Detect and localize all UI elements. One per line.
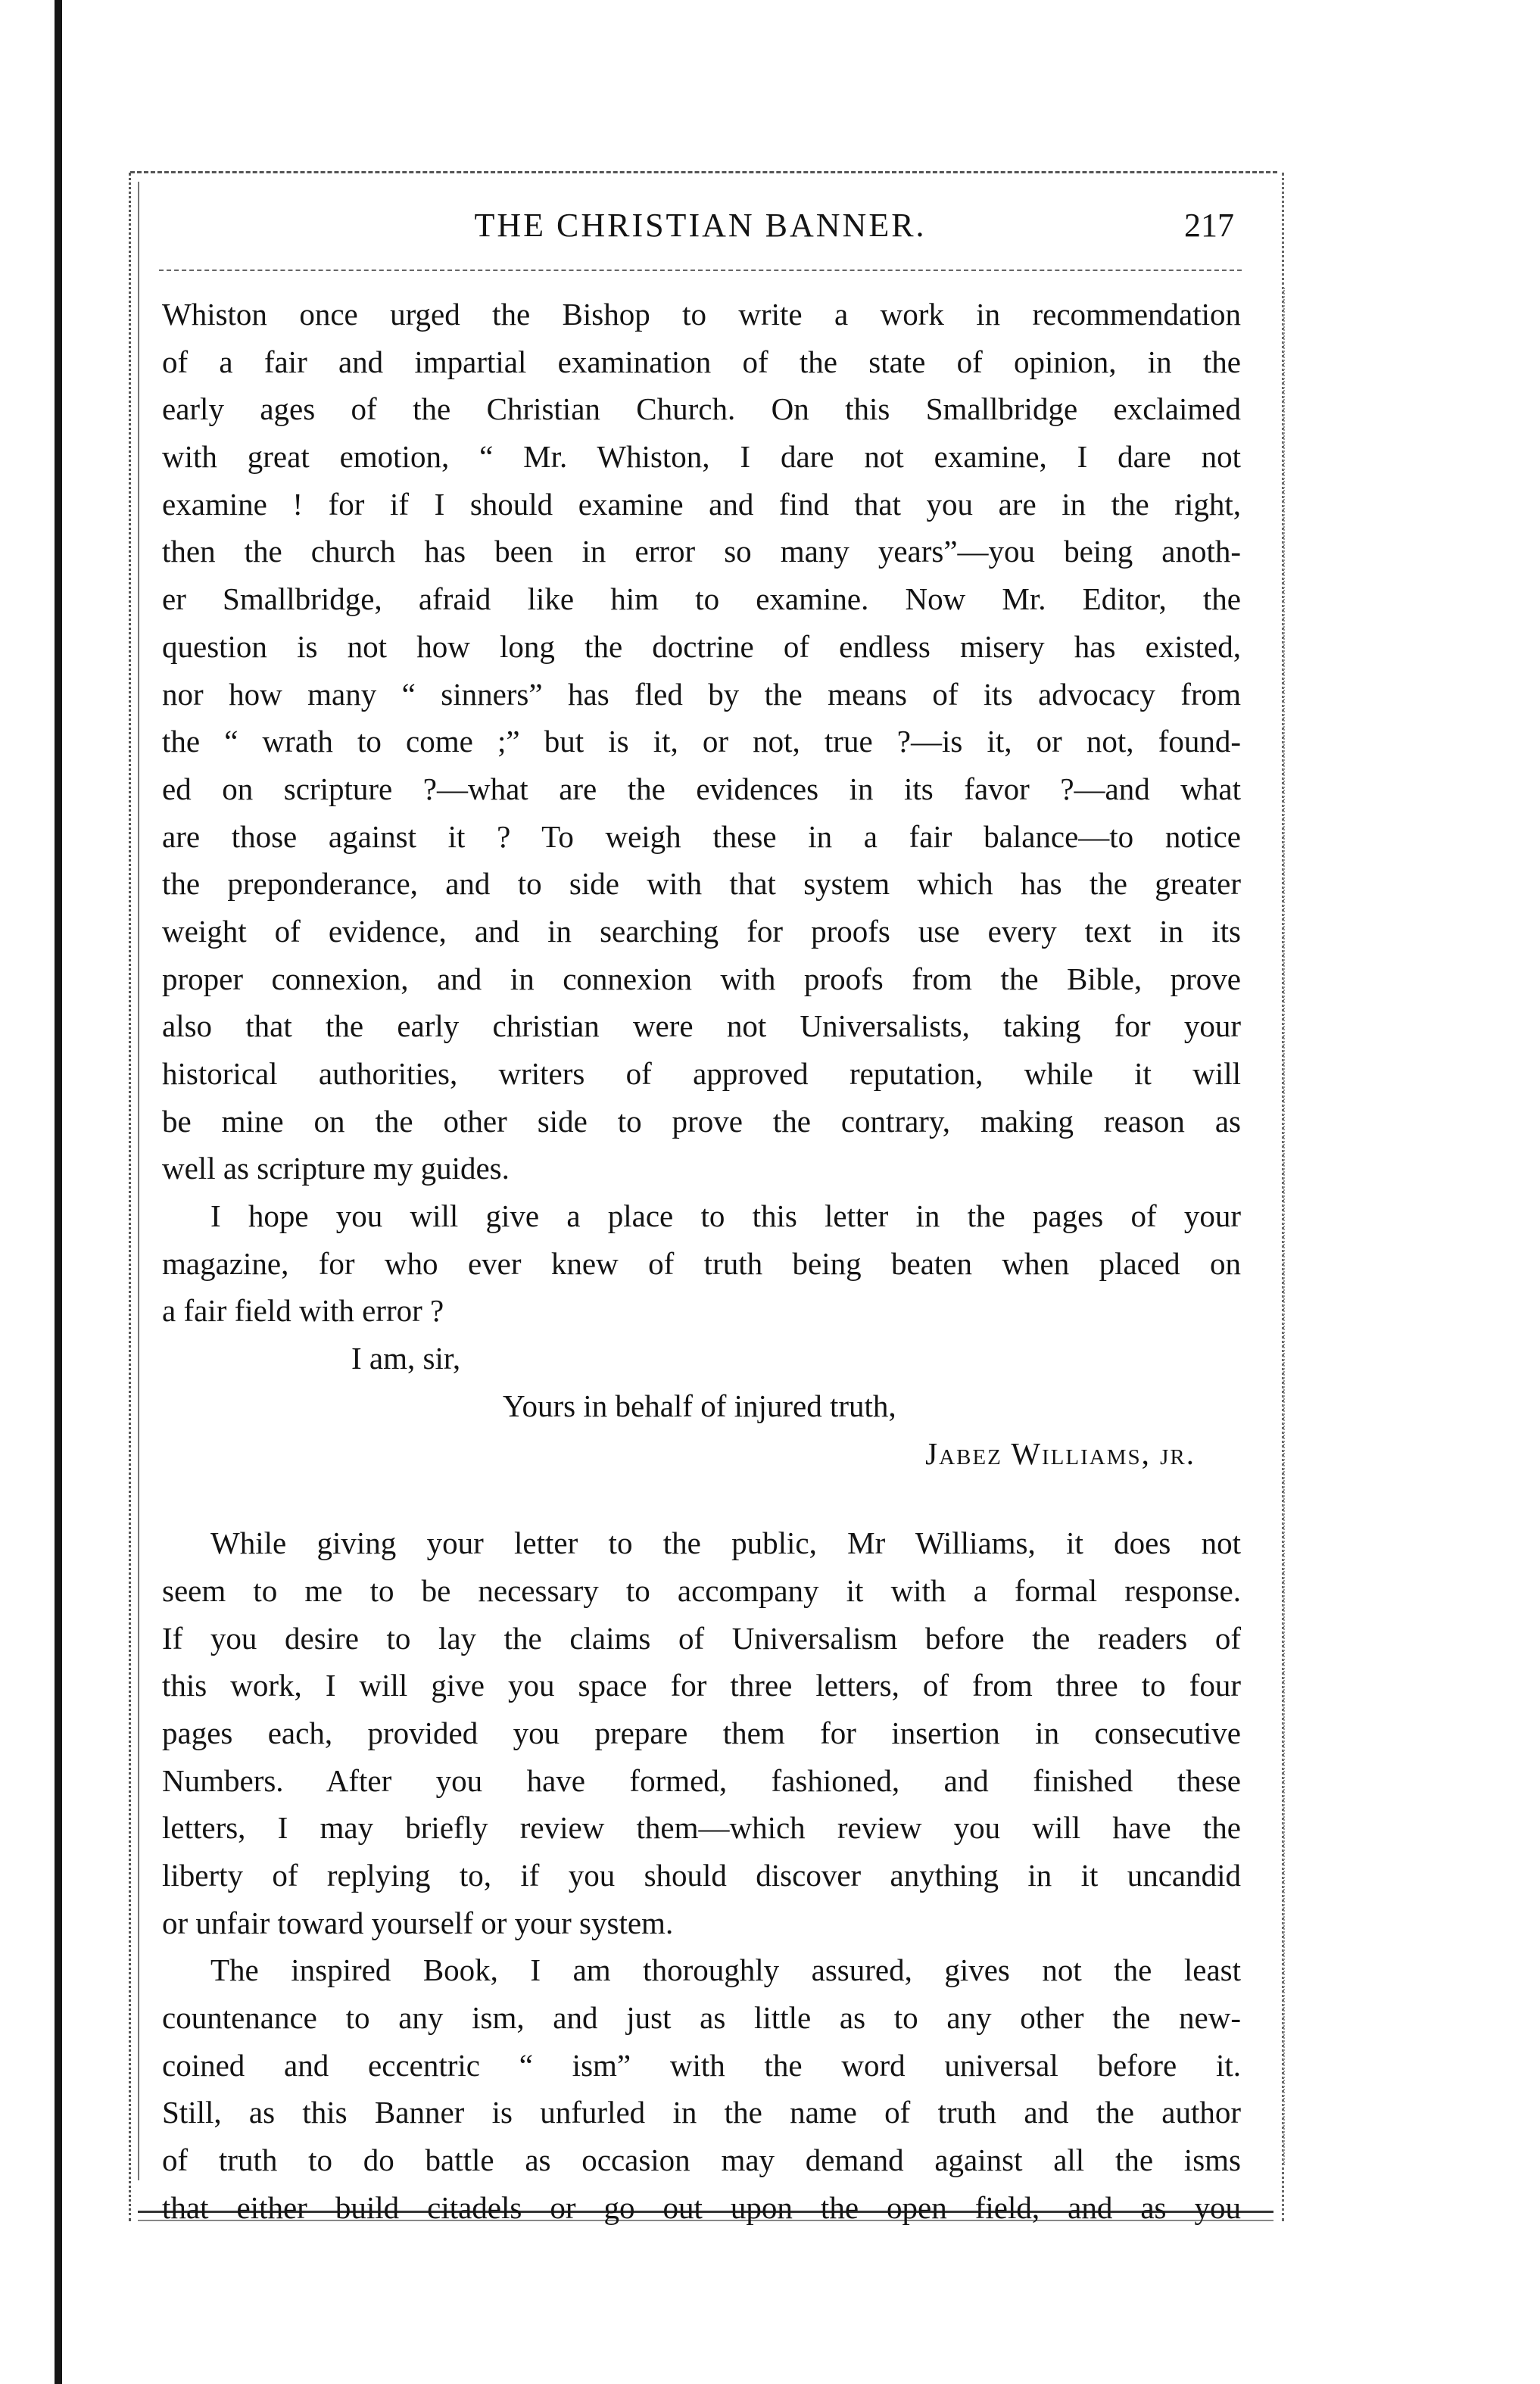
running-title: THE CHRISTIAN BANNER. <box>474 207 927 244</box>
text-line: Whiston once urged the Bishop to write a work in recommendation <box>162 297 1241 332</box>
running-header <box>159 203 1242 263</box>
text-line: examine ! for if I should examine and find that you are in the right, <box>162 486 1241 522</box>
text-line: countenance to any ism, and just as little as to any other the new- <box>162 2000 1241 2036</box>
page-number: 217 <box>1184 207 1234 244</box>
text-line: are those against it ? To weigh these in a fair balance—to notice <box>162 818 1241 854</box>
book-spine-shadow <box>55 0 62 2384</box>
text-line: er Smallbridge, afraid like him to examine. Now Mr. Editor, the <box>162 581 1241 617</box>
text-line: question is not how long the doctrine of endless misery has existed, <box>162 628 1241 664</box>
text-line: Numbers. After you have formed, fashioned, and finished these <box>162 1762 1241 1798</box>
text-line: coined and eccentric “ ism” with the word universal before it. <box>162 2047 1241 2083</box>
text-line: a fair field with error ? <box>162 1293 444 1329</box>
text-line: of a fair and impartial examination of the state of opinion, in the <box>162 344 1241 379</box>
letter-closing <box>162 1335 1241 1477</box>
text-line: liberty of replying to, if you should discover anything in it uncandid <box>162 1858 1241 1893</box>
salutation: I am, sir, <box>351 1341 461 1376</box>
text-line: early ages of the Christian Church. On this Smallbridge exclaimed <box>162 391 1241 427</box>
text-line: If you desire to lay the claims of Universalism before the readers of <box>162 1620 1241 1656</box>
text-line: letters, I may briefly review them—which review you will have the <box>162 1810 1241 1846</box>
text-line: this work, I will give you space for three letters, of from three to four <box>162 1668 1241 1703</box>
text-line: or unfair toward yourself or your system. <box>162 1905 674 1940</box>
text-line: The inspired Book, I am thoroughly assured, gives not the least <box>210 1952 1241 1988</box>
text-line: the preponderance, and to side with that system which has the greater <box>162 866 1241 902</box>
text-line: ed on scripture ?—what are the evidences in its favor ?—and what <box>162 771 1241 806</box>
text-line: also that the early christian were not Universalists, taking for your <box>162 1008 1241 1044</box>
text-line: well as scripture my guides. <box>162 1151 510 1186</box>
page-body <box>162 291 1241 2232</box>
letter-paragraph-2 <box>162 1192 1241 1335</box>
text-line: nor how many “ sinners” has fled by the means of its advocacy from <box>162 676 1241 712</box>
signature: Jabez Williams, jr. <box>925 1435 1196 1471</box>
text-line: that either build citadels or go out upon the open field, and as you <box>162 2189 1241 2225</box>
text-line: of truth to do battle as occasion may demand against all the isms <box>162 2142 1241 2178</box>
text-line: with great emotion, “ Mr. Whiston, I dare not examine, I dare not <box>162 439 1241 475</box>
text-line: historical authorities, writers of approved reputation, while it will <box>162 1056 1241 1091</box>
text-line: While giving your letter to the public, Mr Williams, it does not <box>210 1525 1241 1561</box>
text-line: I hope you will give a place to this letter in the pages of your <box>210 1198 1241 1234</box>
reply-paragraph-1 <box>162 1519 1241 1946</box>
text-line: seem to me to be necessary to accompany it with a formal response. <box>162 1572 1241 1608</box>
text-line: pages each, provided you prepare them for insertion in consecutive <box>162 1715 1241 1750</box>
page-edge-marks <box>1283 288 1300 2165</box>
section-gap <box>162 1477 1241 1519</box>
text-line: magazine, for who ever knew of truth being beaten when placed on <box>162 1245 1241 1281</box>
header-rule <box>159 270 1242 271</box>
letter-paragraph-1 <box>162 291 1241 1192</box>
valediction: Yours in behalf of injured truth, <box>503 1388 896 1423</box>
text-line: the “ wrath to come ;” but is it, or not, true ?—is it, or not, found- <box>162 724 1241 759</box>
text-line: weight of evidence, and in searching for proofs use every text in its <box>162 913 1241 949</box>
text-line: proper connexion, and in connexion with proofs from the Bible, prove <box>162 961 1241 996</box>
text-line: Still, as this Banner is unfurled in the name of truth and the author <box>162 2095 1241 2130</box>
text-line: then the church has been in error so many years”—you being anoth- <box>162 534 1241 569</box>
text-line: be mine on the other side to prove the contrary, making reason as <box>162 1103 1241 1139</box>
reply-paragraph-2 <box>162 1946 1241 2231</box>
